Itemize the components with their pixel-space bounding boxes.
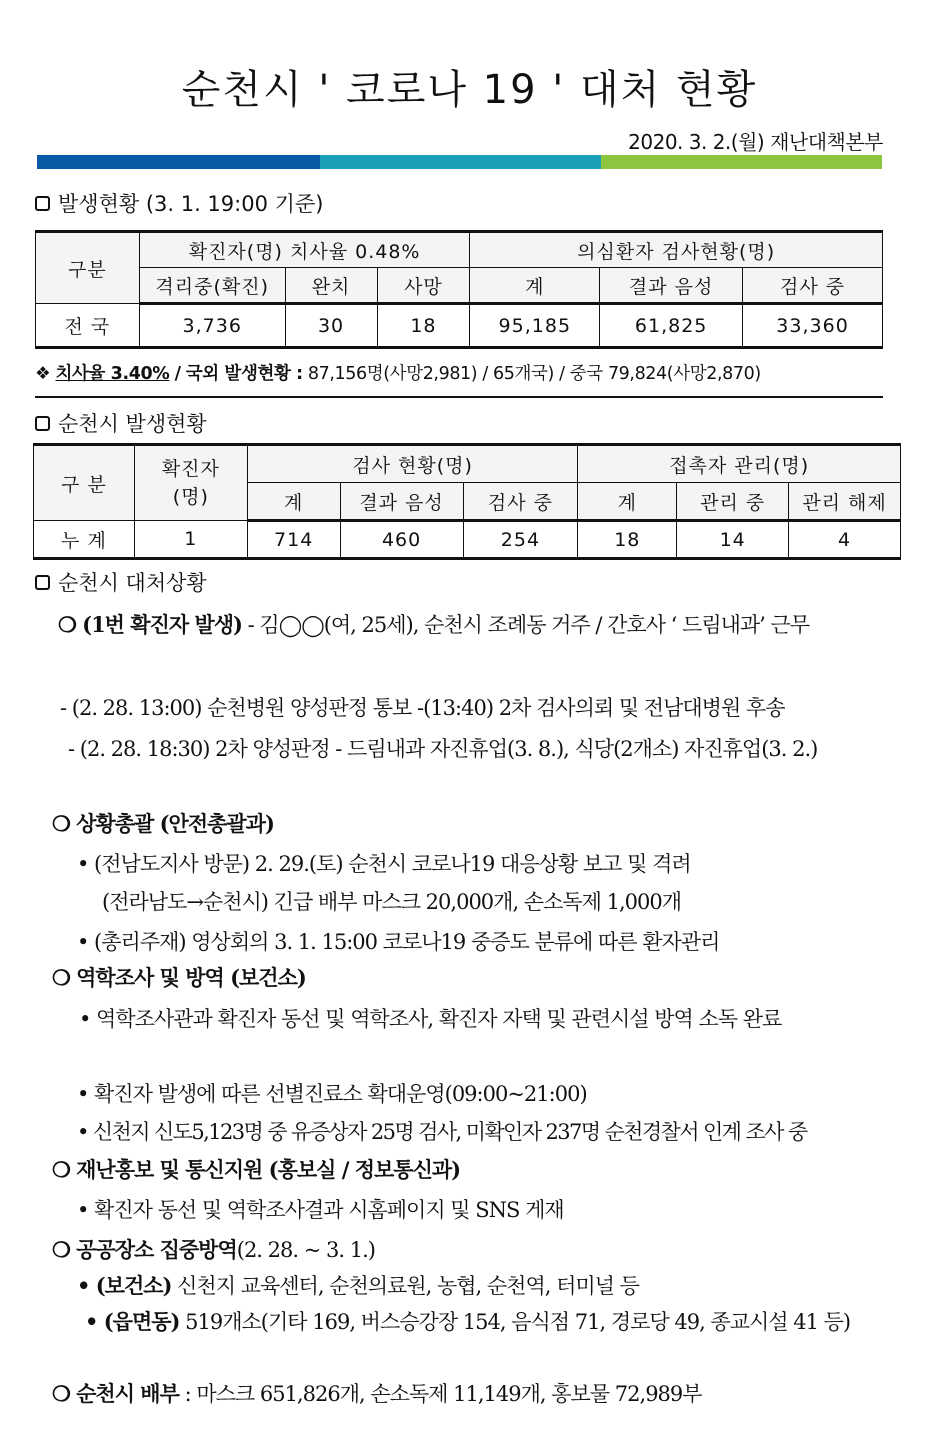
col-header: 완치 xyxy=(285,268,377,304)
situation-item-2: • (총리주재) 영상회의 3. 1. 15:00 코로나19 중증도 분류에 따른 환자관리 xyxy=(77,930,720,954)
distribution-line xyxy=(52,1378,702,1408)
case1-detail: - 김◯◯(여, 25세), 순천시 조례동 거주 / 간호사 ‘ 드림내과’ 근무 xyxy=(241,613,810,637)
disinfection-line xyxy=(52,1234,375,1264)
distribution-detail: : 마스크 651,826개, 손소독제 11,149개, 홍보물 72,989부 xyxy=(178,1382,702,1406)
header-confirmed: 확진자(명) 치사율 0.48% xyxy=(139,232,470,268)
page-title: 순천시 ' 코로나 19 ' 대처 현황 xyxy=(181,67,758,113)
disinfection-period: (2. 28. ~ 3. 1.) xyxy=(236,1238,375,1262)
col-header: 계 xyxy=(470,268,600,304)
table-cell: 18 xyxy=(578,521,677,559)
disinfection-item-1 xyxy=(77,1270,639,1300)
case1-timeline-2: - (2. 28. 18:30) 2차 양성판정 - 드림내과 자진휴업(3. 8.), 식당(2개소) 자진휴업(3. 2.) xyxy=(68,737,818,761)
pr-heading: ❍ 재난홍보 및 통신지원 (홍보실 / 정보통신과) xyxy=(52,1157,461,1182)
pr-item-1: • 확진자 동선 및 역학조사결과 시홈페이지 및 SNS 게재 xyxy=(77,1198,564,1222)
epidemiology-item-3: • 신천지 신도5,123명 중 유증상자 25명 검사, 미확인자 237명 순천경찰서 인계 조사 중 xyxy=(77,1120,807,1144)
table-cell: 714 xyxy=(247,521,340,559)
header-test: 검사 현황(명) xyxy=(247,445,578,483)
col-header: 관리 중 xyxy=(677,483,789,521)
situation-heading: ❍ 상황총괄 (안전총괄과) xyxy=(52,811,274,836)
case1-line xyxy=(32,606,898,644)
disinfection-heading: ❍ 공공장소 집중방역 xyxy=(52,1237,237,1262)
section-heading-text: 발생현황 (3. 1. 19:00 기준) xyxy=(58,192,324,216)
situation-item-1b: (전라남도→순천시) 긴급 배부 마스크 20,000개, 손소독제 1,000개 xyxy=(102,890,682,914)
col-header: 계 xyxy=(578,483,677,521)
disinfection-item-2 xyxy=(85,1304,897,1340)
epidemiology-item-1: • 역학조사관과 확진자 동선 및 역학조사, 확진자 자택 및 관련시설 방역 소독 완료 xyxy=(79,1007,782,1031)
section-heading-text: 순천시 대처상황 xyxy=(58,571,207,595)
disinfection-item-2-text: 519개소(기타 169, 버스승강장 154, 음식점 71, 경로당 49, 종교시설 41 등) xyxy=(179,1310,851,1334)
case1-timeline-1: - (2. 28. 13:00) 순천병원 양성판정 통보 -(13:40) 2차 검사의뢰 및 전남대병원 후송 xyxy=(60,696,785,720)
overseas-values: 87,156명(사망2,981) / 65개국) / 중국 79,824(사망2,870) xyxy=(307,364,761,384)
fatality-rate: 치사율 3.40% xyxy=(55,364,170,384)
section-heading-text: 순천시 발생현황 xyxy=(58,412,207,436)
case1-heading: ❍ (1번 확진자 발생) xyxy=(58,612,242,637)
col-header: 결과 음성 xyxy=(340,483,463,521)
epidemiology-item-2: • 확진자 발생에 따른 선별진료소 확대운영(09:00~21:00) xyxy=(77,1082,587,1106)
table-cell: 4 xyxy=(789,521,901,559)
header-confirmed: 확진자 (명) xyxy=(134,445,247,521)
table-cell: 254 xyxy=(463,521,578,559)
dateline: 2020. 3. 2.(월) 재난대책본부 xyxy=(628,130,883,154)
col-header: 결과 음성 xyxy=(600,268,743,304)
row-label: 전 국 xyxy=(36,304,140,348)
header-contact: 접촉자 관리(명) xyxy=(578,445,901,483)
row-label: 누 계 xyxy=(34,521,135,559)
header-group: 구 분 xyxy=(34,445,135,521)
col-header: 격리중(확진) xyxy=(139,268,285,304)
disinfection-item-2-label: • (읍면동) xyxy=(85,1309,180,1334)
col-header: 계 xyxy=(247,483,340,521)
distribution-heading: ❍ 순천시 배부 xyxy=(52,1381,179,1406)
epidemiology-heading: ❍ 역학조사 및 방역 (보건소) xyxy=(52,965,306,990)
situation-item-1: • (전남도지사 방문) 2. 29.(토) 순천시 코로나19 대응상황 보고 및 격려 xyxy=(77,852,691,876)
table-cell: 33,360 xyxy=(743,304,883,348)
table-cell: 1 xyxy=(134,521,247,559)
col-header: 검사 중 xyxy=(463,483,578,521)
col-header: 관리 해제 xyxy=(789,483,901,521)
table-cell: 3,736 xyxy=(139,304,285,348)
header-suspect: 의심환자 검사현황(명) xyxy=(470,232,883,268)
table-cell: 460 xyxy=(340,521,463,559)
diamond-icon: ❖ xyxy=(35,364,51,384)
disinfection-item-1-label: • (보건소) xyxy=(77,1273,172,1298)
col-header: 사망 xyxy=(377,268,470,304)
table-cell: 18 xyxy=(377,304,470,348)
table-cell: 30 xyxy=(285,304,377,348)
table-cell: 95,185 xyxy=(470,304,600,348)
table-cell: 14 xyxy=(677,521,789,559)
table-cell: 61,825 xyxy=(600,304,743,348)
col-header: 검사 중 xyxy=(743,268,883,304)
overseas-label: 국외 발생현황 : xyxy=(185,364,303,384)
header-group: 구분 xyxy=(36,232,140,304)
separator: / xyxy=(174,364,181,384)
disinfection-item-1-text: 신천지 교육센터, 순천의료원, 농협, 순천역, 터미널 등 xyxy=(171,1274,639,1298)
response-body xyxy=(30,0,898,1445)
